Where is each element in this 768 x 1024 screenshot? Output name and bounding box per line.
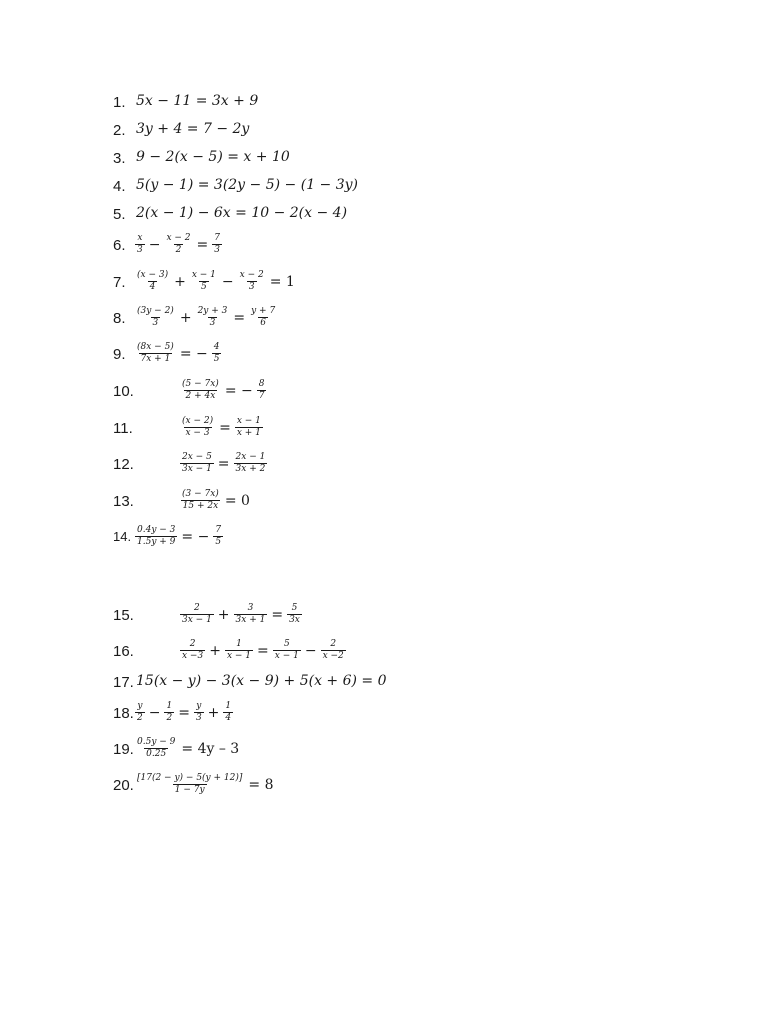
fraction: $\frac{0.5y - 9}{0.25}$ <box>137 737 176 759</box>
equation: 5(y − 1) = 3(2y − 5) − (1 − 3y) <box>136 177 359 193</box>
fraction: $\frac{0.4y - 3}{1.5y + 9}$ <box>137 525 176 547</box>
fraction: $\frac{8}{7}$ <box>258 379 265 401</box>
problem-number: 5. <box>113 206 126 223</box>
equation: $\frac{(3 - 7x)}{15 + 2x}$ = 0 <box>182 489 250 511</box>
fraction: $\frac{x - 2}{3}$ <box>239 270 264 292</box>
fraction: $\frac{x - 2}{2}$ <box>166 233 191 255</box>
fraction: $\frac{2x - 5}{3x - 1}$ <box>182 452 212 474</box>
fraction: $\frac{(3 - 7x)}{15 + 2x}$ <box>182 489 219 511</box>
fraction: $\frac{x - 1}{5}$ <box>191 270 216 292</box>
fraction: $\frac{5}{x - 1}$ <box>274 639 299 661</box>
problem-number: 3. <box>113 150 126 167</box>
equation: $\frac{(5 - 7x)}{2 + 4x}$ = − $\frac{8}{7}$ <box>182 379 265 401</box>
problem-number: 12. <box>113 456 134 473</box>
fraction: $\frac{7}{3}$ <box>214 233 221 255</box>
fraction: $\frac{2x - 1}{3x + 2}$ <box>235 452 266 474</box>
problem-number: 19. <box>113 741 134 758</box>
problem-number: 15. <box>113 607 134 624</box>
problem-number: 10. <box>113 383 134 400</box>
equation: $\frac{(x - 3)}{4}$ + $\frac{x - 1}{5}$ − $\frac{x - 2}{3}$ = 1 <box>137 270 295 292</box>
equation: 3y + 4 = 7 − 2y <box>136 121 250 137</box>
fraction: $\frac{1}{x - 1}$ <box>226 639 252 661</box>
equation: $\frac{2}{x -3}$ + $\frac{1}{x - 1}$ = $\frac{5}{x - 1}$ − $\frac{2}{x -2}$ <box>182 639 344 661</box>
problem-number: 8. <box>113 310 126 327</box>
equation: 2(x − 1) − 6x = 10 − 2(x − 4) <box>136 205 348 221</box>
equation: $\frac{[17(2 - y) - 5(y + 12)]}{1 - 7y}$ = 8 <box>137 773 274 795</box>
fraction: $\frac{5}{3x}$ <box>289 603 300 625</box>
equation: $\frac{y}{2}$ − $\frac{1}{2}$ = $\frac{y}{3}$ + $\frac{1}{4}$ <box>137 701 232 723</box>
fraction: $\frac{(x - 2)}{x - 3}$ <box>182 416 214 438</box>
equation: $\frac{2x - 5}{3x - 1}$ = $\frac{2x - 1}{3x + 2}$ <box>182 452 266 474</box>
problem-number: 1. <box>113 94 126 111</box>
problem-number: 4. <box>113 178 126 195</box>
equation: $\frac{(3y - 2)}{3}$ + $\frac{2y + 3}{3}$ = $\frac{y + 7}{6}$ <box>137 306 276 328</box>
fraction: $\frac{2}{3x - 1}$ <box>182 603 212 625</box>
fraction: $\frac{1}{2}$ <box>166 701 173 723</box>
fraction: $\frac{(x - 3)}{4}$ <box>137 270 169 292</box>
fraction: $\frac{x - 1}{x + 1}$ <box>236 416 261 438</box>
fraction: $\frac{[17(2 - y) - 5(y + 12)]}{1 - 7y}$ <box>137 773 243 795</box>
fraction: $\frac{y}{2}$ <box>137 701 143 723</box>
problem-number: 7. <box>113 274 126 291</box>
equation: $\frac{0.5y - 9}{0.25}$ = 4y – 3 <box>137 737 240 759</box>
problem-number: 13. <box>113 493 134 510</box>
problem-number: 18. <box>113 705 134 722</box>
equation: $\frac{(8x - 5)}{7x + 1}$ = − $\frac{4}{5}$ <box>137 342 220 364</box>
problem-number: 9. <box>113 346 126 363</box>
fraction: $\frac{y}{3}$ <box>195 701 202 723</box>
fraction: $\frac{y + 7}{6}$ <box>251 306 276 328</box>
problem-number: 14. <box>113 529 132 544</box>
problem-number: 11. <box>113 420 133 437</box>
equation: $\frac{0.4y - 3}{1.5y + 9}$ = − $\frac{7}{5}$ <box>137 525 222 547</box>
fraction: $\frac{7}{5}$ <box>215 525 222 547</box>
fraction: $\frac{x}{3}$ <box>137 233 143 255</box>
fraction: $\frac{2}{x -2}$ <box>322 639 344 661</box>
fraction: $\frac{(8x - 5)}{7x + 1}$ <box>137 342 174 364</box>
problem-number: 2. <box>113 122 126 139</box>
problem-number: 16. <box>113 643 134 660</box>
fraction: $\frac{(5 - 7x)}{2 + 4x}$ <box>182 379 219 401</box>
fraction: $\frac{1}{4}$ <box>225 701 232 723</box>
fraction: $\frac{4}{5}$ <box>213 342 220 364</box>
equation: 15(x − y) − 3(x − 9) + 5(x + 6) = 0 <box>136 673 387 689</box>
equation: $\frac{2}{3x - 1}$ + $\frac{3}{3x + 1}$ = $\frac{5}{3x}$ <box>182 603 300 625</box>
problem-number: 20. <box>113 777 134 794</box>
fraction: $\frac{3}{3x + 1}$ <box>235 603 266 625</box>
fraction: $\frac{2}{x -3}$ <box>182 639 204 661</box>
fraction: $\frac{2y + 3}{3}$ <box>197 306 228 328</box>
equation: 5x − 11 = 3x + 9 <box>136 93 259 109</box>
problem-number: 17. <box>113 674 134 691</box>
equation: $\frac{(x - 2)}{x - 3}$ = $\frac{x - 1}{x + 1}$ <box>182 416 261 438</box>
fraction: $\frac{(3y - 2)}{3}$ <box>137 306 174 328</box>
equation: 9 − 2(x − 5) = x + 10 <box>136 149 290 165</box>
equation: $\frac{x}{3}$ − $\frac{x - 2}{2}$ = $\frac{7}{3}$ <box>137 233 221 255</box>
problem-number: 6. <box>113 237 126 254</box>
